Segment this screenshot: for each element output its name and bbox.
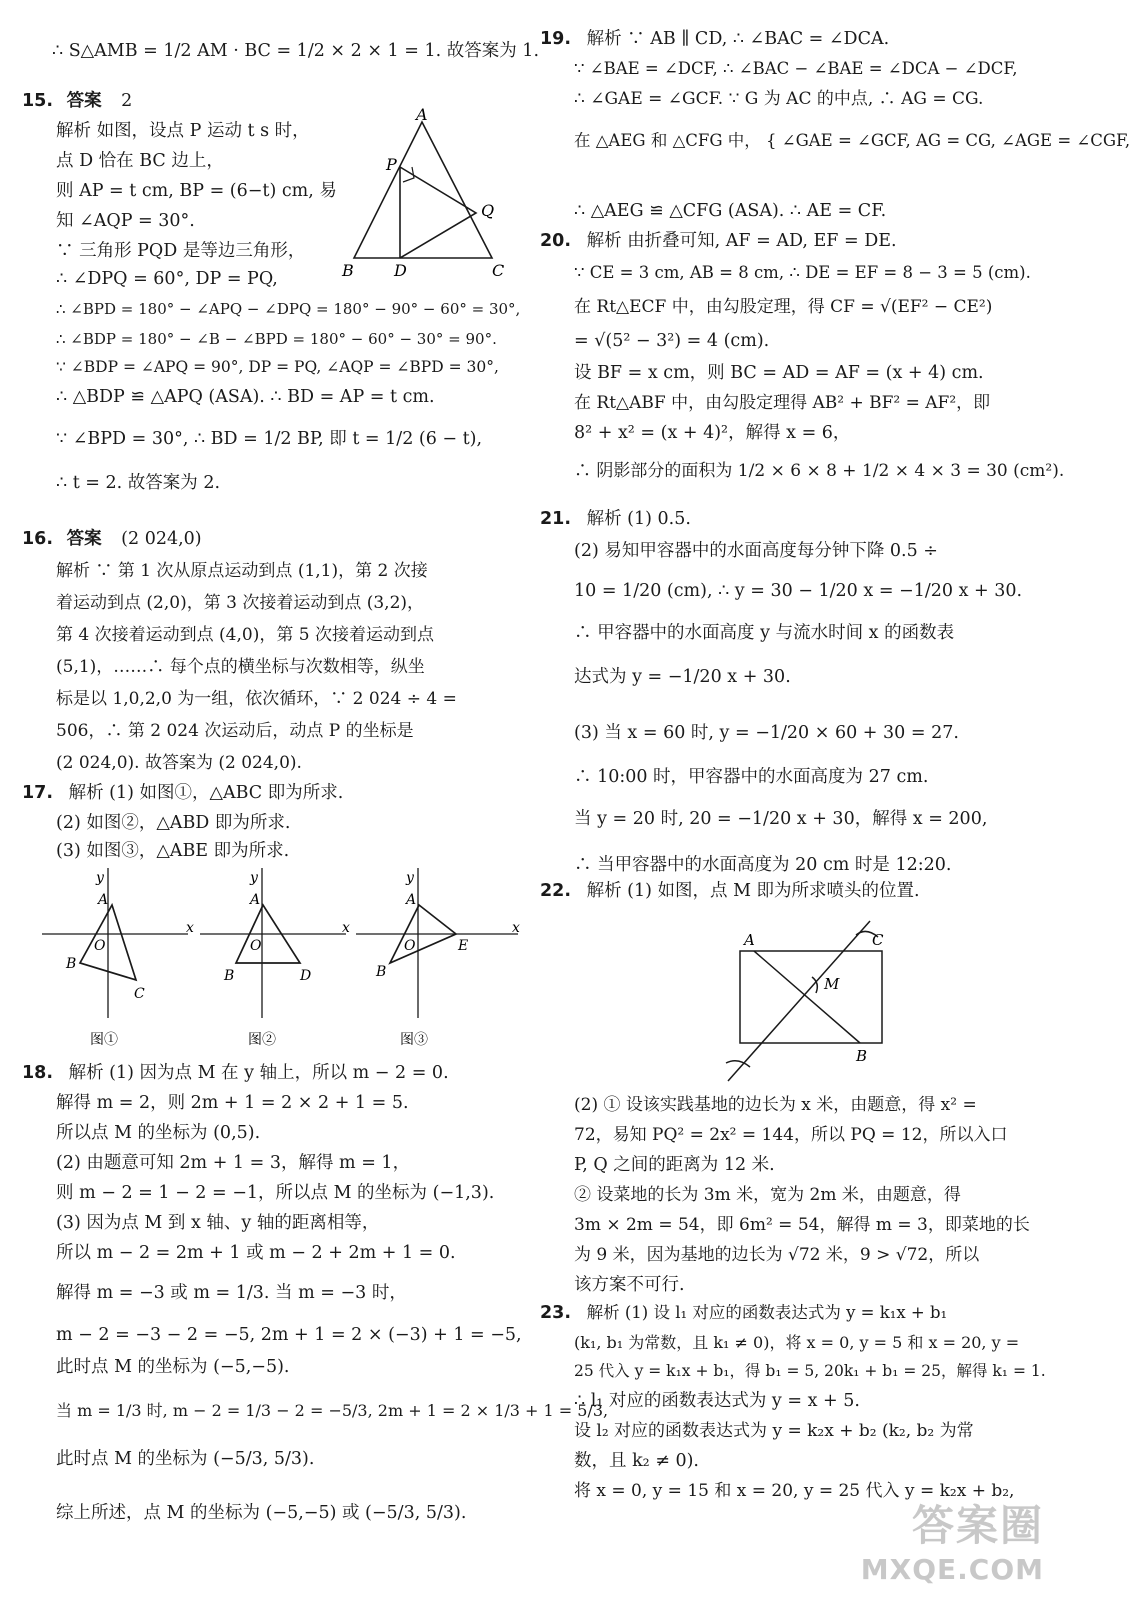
axis-label: x (512, 920, 520, 936)
text-line: 当 m = 1/3 时, m − 2 = 1/3 − 2 = −5/3, 2m + 1 = 2 × 1/3 + 1 = 5/3, (56, 1401, 609, 1420)
triangle-pqd-sides (400, 167, 476, 258)
text-line: 72，易知 PQ² = 2x² = 144，所以 PQ = 12，所以入口 (574, 1125, 1008, 1145)
point-label: E (458, 938, 469, 954)
text-line: 解析 (1) 因为点 M 在 y 轴上，所以 m − 2 = 0. (68, 1063, 449, 1083)
garden-rectangle (740, 951, 882, 1043)
text-line: (2 024,0). 故答案为 (2 024,0). (56, 753, 302, 773)
text-line: 506，∴ 第 2 024 次运动后，动点 P 的坐标是 (56, 721, 414, 741)
text-line: (5,1)，……∴ 每个点的横坐标与次数相等，纵坐 (56, 657, 425, 677)
point-label: M (824, 975, 840, 993)
watermark-url: MXQE.COM (860, 1553, 1044, 1586)
arc-mark (726, 1061, 750, 1067)
text-line: 在 Rt△ECF 中，由勾股定理，得 CF = √(EF² − CE²) (574, 297, 993, 317)
text-line: m − 2 = −3 − 2 = −5, 2m + 1 = 2 × (−3) + 1 = −5, (56, 1325, 522, 1345)
figure-caption: 图③ (400, 1032, 428, 1048)
point-label: C (492, 261, 505, 280)
text-line: 着运动到点 (2,0)，第 3 次接着运动到点 (3,2)， (56, 593, 425, 613)
origin-label: O (404, 938, 416, 954)
point-label: D (394, 261, 407, 280)
text-line: 所以点 M 的坐标为 (0,5). (56, 1123, 261, 1143)
text-line: ∴ 阴影部分的面积为 1/2 × 6 × 8 + 1/2 × 4 × 3 = 30 (cm²). (574, 461, 1065, 481)
text-line: ∵ ∠BAE = ∠DCF, ∴ ∠BAC − ∠BAE = ∠DCA − ∠DCF, (574, 59, 1018, 78)
point-label: B (224, 968, 235, 984)
text-line: 知 ∠AQP = 30°. (56, 211, 195, 231)
point-label: A (406, 892, 417, 908)
text-line: (2) 易知甲容器中的水面高度每分钟下降 0.5 ÷ (574, 541, 938, 561)
question-number: 22. (540, 881, 572, 901)
point-label: Q (481, 201, 495, 220)
text-line: 在 Rt△ABF 中，由勾股定理得 AB² + BF² = AF²，即 (574, 393, 991, 413)
text-line: (3) 因为点 M 到 x 轴、y 轴的距离相等， (56, 1213, 380, 1233)
point-label: A (98, 892, 109, 908)
point-label: A (744, 931, 755, 949)
text-line: 设 l₂ 对应的函数表达式为 y = k₂x + b₂ (k₂, b₂ 为常 (574, 1421, 974, 1441)
text-line: ∵ CE = 3 cm, AB = 8 cm, ∴ DE = EF = 8 − 3 = 5 (cm). (574, 263, 1031, 282)
text-line: ∴ ∠BDP = 180° − ∠B − ∠BPD = 180° − 60° − 30° = 90°. (56, 330, 497, 348)
point-label: A (416, 105, 428, 124)
text-line: 解得 m = −3 或 m = 1/3. 当 m = −3 时， (56, 1283, 407, 1303)
text-line: 则 AP = t cm, BP = (6−t) cm, 易 (56, 181, 337, 201)
text-line: (2) 由题意可知 2m + 1 = 3，解得 m = 1， (56, 1153, 411, 1173)
triangle-abc (354, 122, 495, 258)
text-line: 解析 (1) 0.5. (586, 509, 691, 529)
point-label: C (872, 931, 884, 949)
answer-value: (2 024,0) (121, 529, 202, 549)
text-line: 解析 (1) 如图，点 M 即为所求喷头的位置. (586, 881, 920, 901)
text-line: 设 BF = x cm，则 BC = AD = AF = (x + 4) cm. (574, 363, 984, 383)
text-line: ∴ ∠GAE = ∠GCF. ∵ G 为 AC 的中点, ∴ AG = CG. (574, 89, 984, 109)
triangle-figure (342, 105, 522, 282)
question-23-header (540, 1302, 947, 1324)
text-line: ∵ ∠BPD = 30°, ∴ BD = 1/2 BP, 即 t = 1/2 (6 − t), (56, 429, 483, 449)
text-line: ∴ ∠DPQ = 60°, DP = PQ, (56, 269, 278, 289)
text-line: 该方案不可行. (574, 1275, 685, 1295)
text-line: 则 m − 2 = 1 − 2 = −1，所以点 M 的坐标为 (−1,3). (56, 1183, 495, 1203)
text-line: (k₁, b₁ 为常数，且 k₁ ≠ 0)，将 x = 0, y = 5 和 x = 20, y = (574, 1333, 1020, 1352)
coordinate-figures (38, 868, 522, 1050)
question-number: 18. (22, 1063, 54, 1083)
text-line: 解得 m = 2，则 2m + 1 = 2 × 2 + 1 = 5. (56, 1093, 409, 1113)
text-line: 当 y = 20 时, 20 = −1/20 x + 30，解得 x = 200, (574, 809, 988, 829)
text-line: 点 D 恰在 BC 边上， (56, 151, 224, 171)
question-number: 19. (540, 29, 572, 49)
text-line: 此时点 M 的坐标为 (−5,−5). (56, 1357, 290, 1377)
text-line: ∴ t = 2. 故答案为 2. (56, 473, 221, 493)
text-line: (2) ① 设该实践基地的边长为 x 米，由题意，得 x² = (574, 1095, 977, 1115)
text-line: (3) 当 x = 60 时, y = −1/20 × 60 + 30 = 27. (574, 723, 959, 743)
figure-caption: 图② (248, 1032, 276, 1048)
text-line: ∴ S△AMB = 1/2 AM · BC = 1/2 × 2 × 1 = 1. 故答案为 1. (52, 41, 540, 61)
text-line: 将 x = 0, y = 15 和 x = 20, y = 25 代入 y = k₂x + b₂, (574, 1481, 1015, 1501)
text-line: P, Q 之间的距离为 12 米. (574, 1155, 775, 1175)
text-line: 数，且 k₂ ≠ 0). (574, 1451, 699, 1471)
answer-label: 答案 (66, 529, 102, 549)
text-line: ∴ 甲容器中的水面高度 y 与流水时间 x 的函数表 (574, 623, 955, 643)
text-line: 为 9 米，因为基地的边长为 √72 米，9 > √72，所以 (574, 1245, 980, 1265)
text-line: 综上所述，点 M 的坐标为 (−5,−5) 或 (−5/3, 5/3). (56, 1503, 467, 1523)
text-line: (2) 如图②，△ABD 即为所求. (56, 813, 291, 833)
text-line: 解析 (1) 如图①，△ABC 即为所求. (68, 783, 344, 803)
text-line: ∴ △BDP ≌ △APQ (ASA). ∴ BD = AP = t cm. (56, 387, 435, 407)
question-17-header (22, 782, 343, 804)
text-line: ∵ 三角形 PQD 是等边三角形， (56, 241, 306, 261)
axis-label: y (96, 870, 104, 886)
origin-label: O (250, 938, 262, 954)
question-16-header (22, 528, 202, 550)
question-21-header (540, 508, 691, 530)
text-line: 解析 如图，设点 P 运动 t s 时， (56, 121, 310, 141)
question-number: 23. (540, 1303, 572, 1323)
question-19-header (540, 28, 889, 50)
text-line: 10 = 1/20 (cm), ∴ y = 30 − 1/20 x = −1/20 x + 30. (574, 581, 1023, 601)
text-line: 此时点 M 的坐标为 (−5/3, 5/3). (56, 1449, 315, 1469)
axis-label: y (250, 870, 258, 886)
watermark-logo: 答案圈 (911, 1501, 1044, 1550)
text-line: ∵ ∠BDP = ∠APQ = 90°, DP = PQ, ∠AQP = ∠BPD = 30°, (56, 358, 499, 376)
text-line: ∴ 当甲容器中的水面高度为 20 cm 时是 12:20. (574, 855, 952, 875)
axis-label: x (186, 920, 194, 936)
question-22-header (540, 880, 920, 902)
text-line: ∴ ∠BPD = 180° − ∠APQ − ∠DPQ = 180° − 90° − 60° = 30°, (56, 300, 521, 318)
point-label: B (342, 261, 354, 280)
point-label: B (856, 1047, 868, 1065)
text-line: 标是以 1,0,2,0 为一组，依次循环，∵ 2 024 ÷ 4 = (56, 689, 457, 709)
point-label: P (386, 155, 397, 174)
text-line: 所以 m − 2 = 2m + 1 或 m − 2 + 2m + 1 = 0. (56, 1243, 456, 1263)
text-line: 8² + x² = (x + 4)²，解得 x = 6， (574, 423, 851, 443)
question-15-header (22, 90, 132, 112)
question-number: 20. (540, 231, 572, 251)
point-label: B (66, 956, 77, 972)
figure-caption: 图① (90, 1032, 118, 1048)
text-line: 达式为 y = −1/20 x + 30. (574, 667, 791, 687)
question-number: 17. (22, 783, 54, 803)
origin-label: O (94, 938, 106, 954)
answer-value: 2 (121, 91, 133, 111)
text-line: = √(5² − 3²) = 4 (cm). (574, 331, 770, 351)
text-line: 第 4 次接着运动到点 (4,0)，第 5 次接着运动到点 (56, 625, 434, 645)
axis-label: x (342, 920, 350, 936)
question-number: 16. (22, 529, 54, 549)
text-line: ∴ l₁ 对应的函数表达式为 y = x + 5. (574, 1391, 860, 1411)
question-18-header (22, 1062, 449, 1084)
text-line: ② 设菜地的长为 3m 米，宽为 2m 米，由题意，得 (574, 1185, 961, 1205)
text-line: 25 代入 y = k₁x + b₁，得 b₁ = 5, 20k₁ + b₁ = 25，解得 k₁ = 1. (574, 1362, 1046, 1380)
text-line: ∴ △AEG ≌ △CFG (ASA). ∴ AE = CF. (574, 201, 887, 221)
watermark (861, 1493, 1044, 1586)
text-line: 解析 ∵ 第 1 次从原点运动到点 (1,1)，第 2 次接 (56, 561, 428, 581)
point-label: A (250, 892, 261, 908)
point-label: B (376, 964, 387, 980)
text-line: 3m × 2m = 54，即 6m² = 54，解得 m = 3，即菜地的长 (574, 1215, 1030, 1235)
text-line: ∴ 10:00 时，甲容器中的水面高度为 27 cm. (574, 767, 929, 787)
question-number: 15. (22, 91, 54, 111)
text-line: 解析 (1) 设 l₁ 对应的函数表达式为 y = k₁x + b₁ (586, 1303, 948, 1322)
rectangle-figure (720, 915, 910, 1090)
axis-label: y (406, 870, 414, 886)
text-line: (3) 如图③，△ABE 即为所求. (56, 841, 290, 861)
text-line: 解析 由折叠可知, AF = AD, EF = DE. (586, 231, 897, 251)
point-label: C (134, 986, 145, 1002)
question-number: 21. (540, 509, 572, 529)
question-20-header (540, 230, 897, 252)
text-line: 解析 ∵ AB ∥ CD, ∴ ∠BAC = ∠DCA. (586, 29, 890, 49)
point-label: D (300, 968, 312, 984)
diagonal-ab (754, 951, 860, 1043)
answer-label: 答案 (66, 91, 102, 111)
text-line: 在 △AEG 和 △CFG 中， { ∠GAE = ∠GCF, AG = CG, ∠AGE = ∠CGF, (574, 131, 1130, 150)
